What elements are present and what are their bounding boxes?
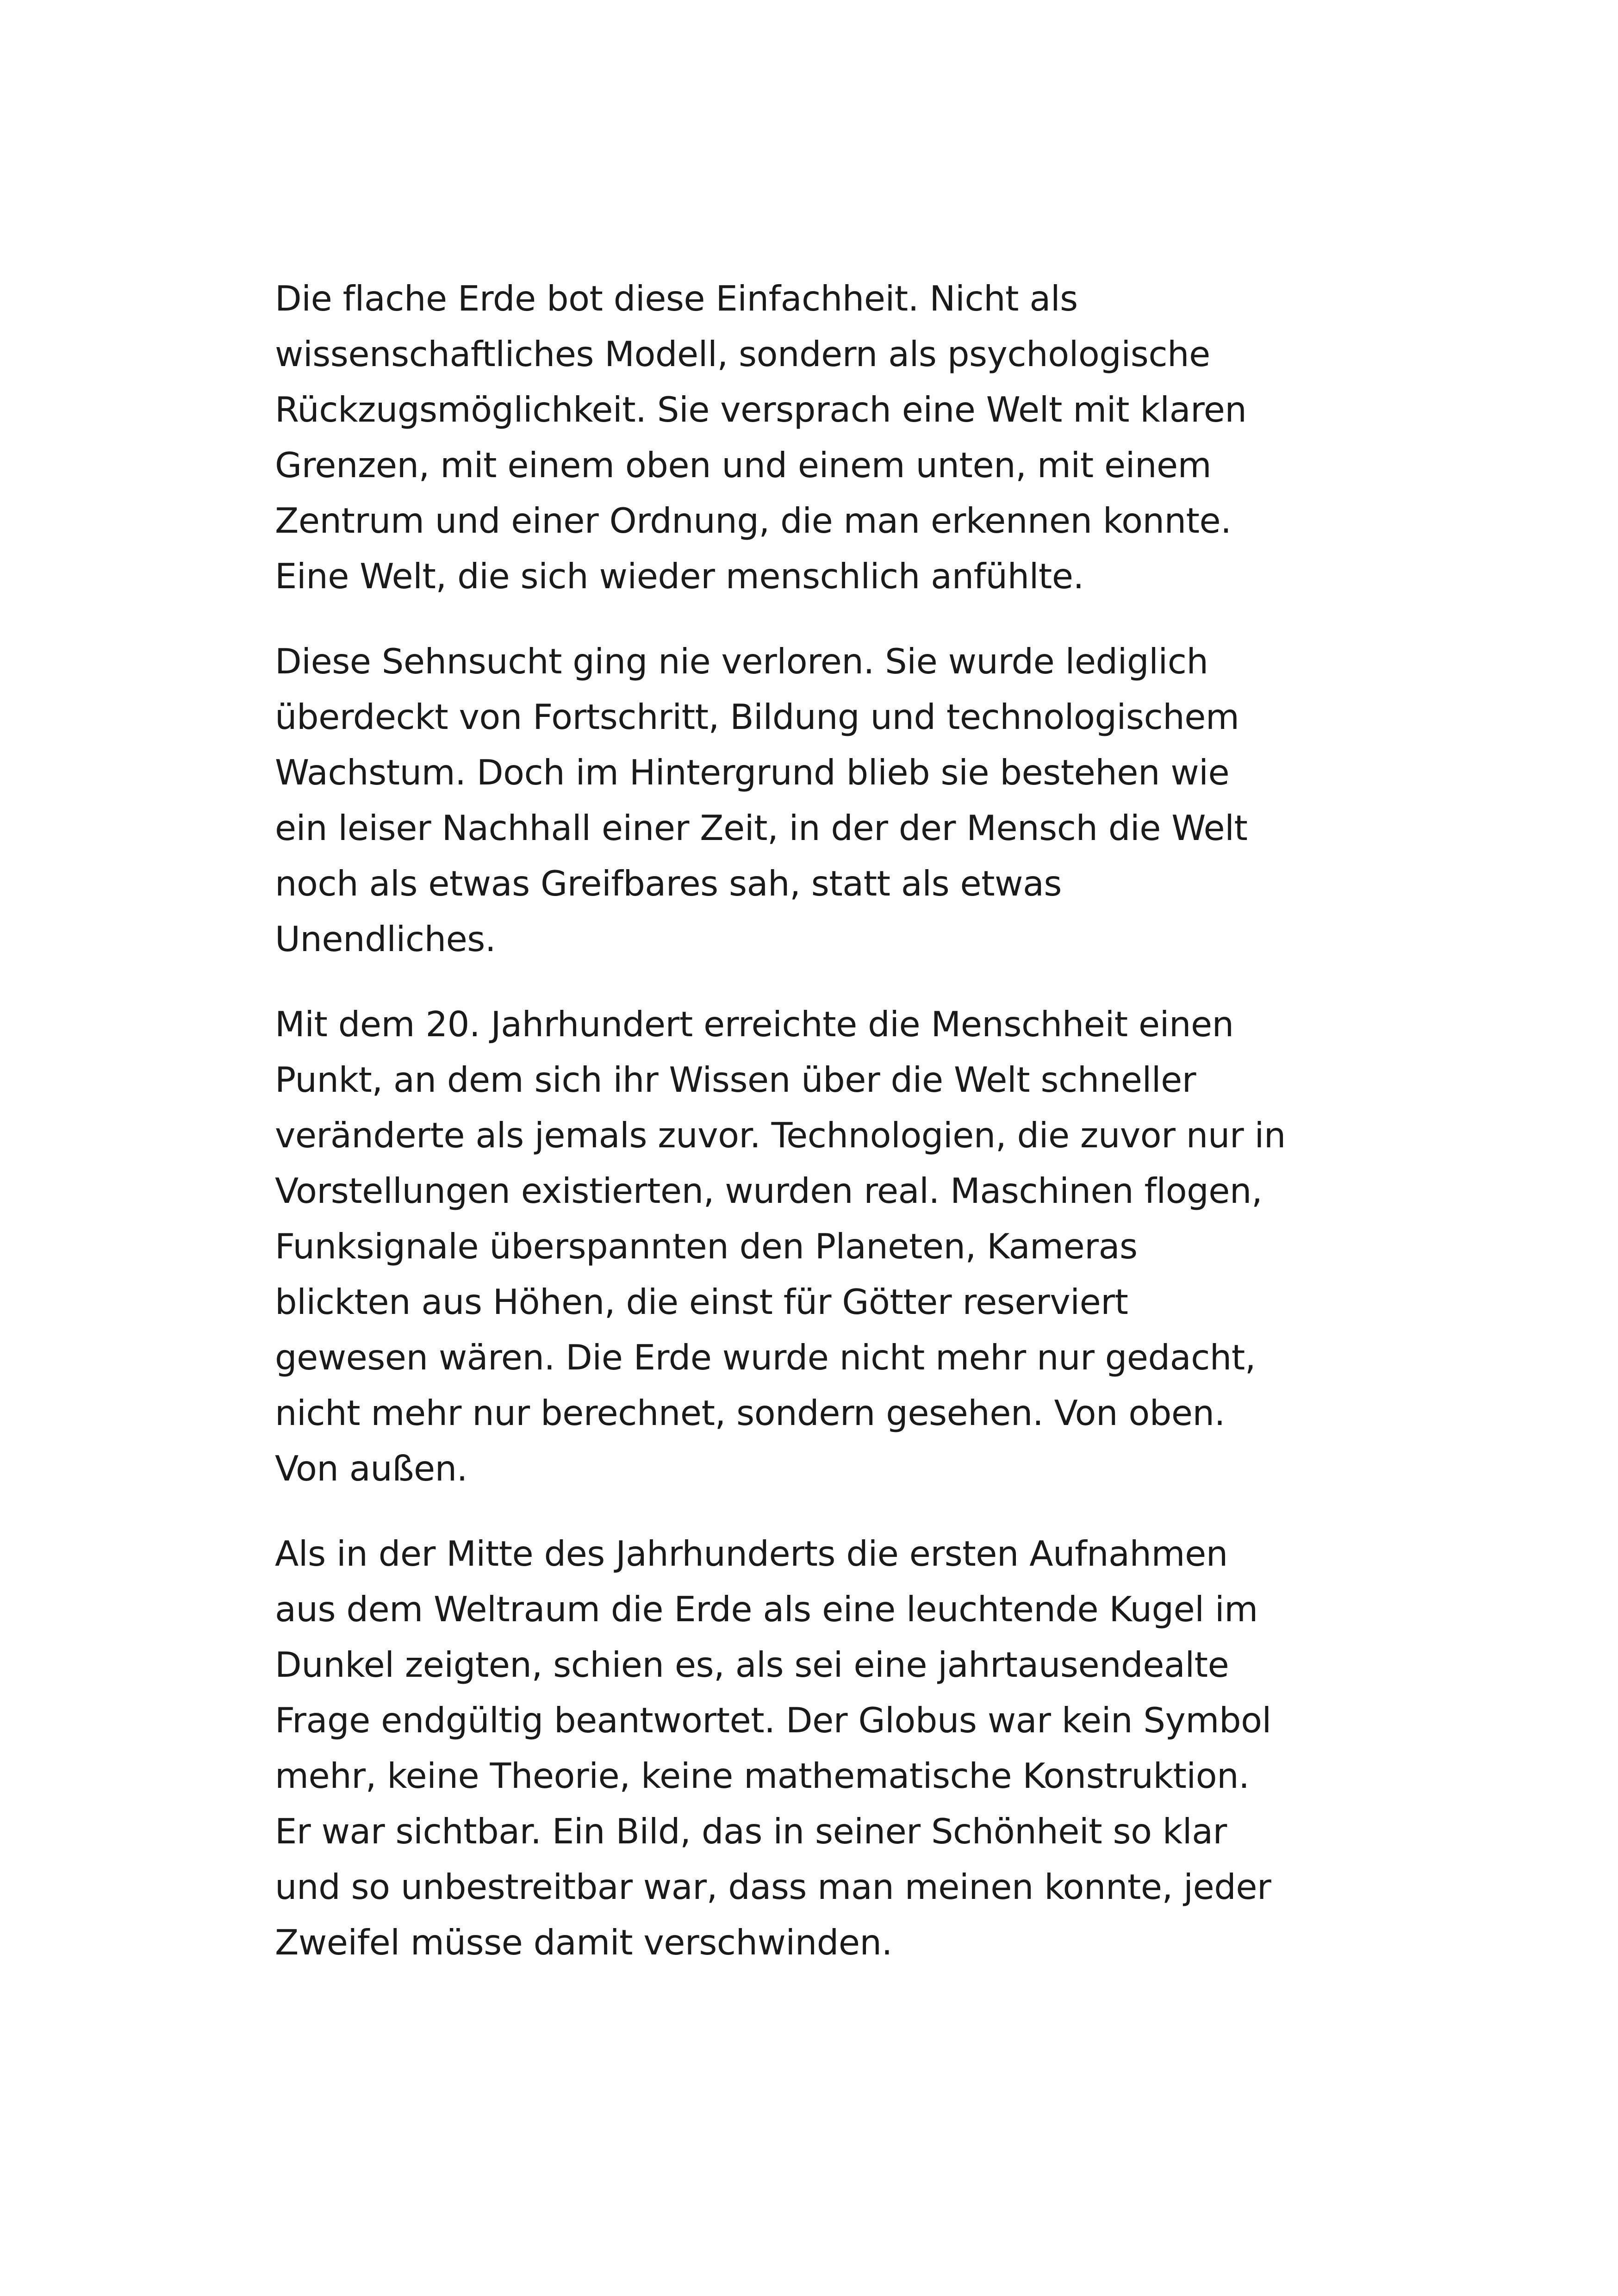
text-line: Als in der Mitte des Jahrhunderts die ersten Aufnahmen: [275, 1533, 1228, 1574]
text-line: Frage endgültig beantwortet. Der Globus war kein Symbol: [275, 1700, 1271, 1741]
body-text: [275, 271, 1358, 1970]
paragraph-2: [275, 634, 1358, 967]
text-line: mehr, keine Theorie, keine mathematische Konstruktion.: [275, 1755, 1250, 1796]
text-line: Zweifel müsse damit verschwinden.: [275, 1922, 892, 1963]
text-line: Punkt, an dem sich ihr Wissen über die Welt schneller: [275, 1059, 1196, 1100]
text-line: überdeckt von Fortschritt, Bildung und technologischem: [275, 697, 1239, 737]
text-line: Von außen.: [275, 1448, 467, 1489]
text-line: Zentrum und einer Ordnung, die man erkennen konnte.: [275, 500, 1232, 541]
paragraph-3: [275, 996, 1358, 1496]
text-line: Rückzugsmöglichkeit. Sie versprach eine Welt mit klaren: [275, 389, 1247, 430]
text-line: Dunkel zeigten, schien es, als sei eine jahrtausendealte: [275, 1644, 1229, 1685]
text-line: Die flache Erde bot diese Einfachheit. Nicht als: [275, 278, 1078, 319]
text-line: Er war sichtbar. Ein Bild, das in seiner Schönheit so klar: [275, 1811, 1227, 1852]
text-line: Mit dem 20. Jahrhundert erreichte die Menschheit einen: [275, 1004, 1234, 1045]
text-line: nicht mehr nur berechnet, sondern gesehen. Von oben.: [275, 1393, 1225, 1433]
text-line: Diese Sehnsucht ging nie verloren. Sie wurde lediglich: [275, 641, 1208, 682]
text-line: noch als etwas Greifbares sah, statt als etwas: [275, 863, 1062, 904]
text-line: Funksignale überspannten den Planeten, Kameras: [275, 1226, 1138, 1267]
text-line: aus dem Weltraum die Erde als eine leuchtende Kugel im: [275, 1589, 1258, 1630]
text-line: gewesen wären. Die Erde wurde nicht mehr nur gedacht,: [275, 1337, 1256, 1378]
text-line: blickten aus Höhen, die einst für Götter reserviert: [275, 1282, 1128, 1322]
text-line: und so unbestreitbar war, dass man meinen konnte, jeder: [275, 1867, 1271, 1907]
text-line: ein leiser Nachhall einer Zeit, in der der Mensch die Welt: [275, 808, 1248, 848]
text-line: Vorstellungen existierten, wurden real. Maschinen flogen,: [275, 1170, 1263, 1211]
text-line: Wachstum. Doch im Hintergrund blieb sie bestehen wie: [275, 752, 1230, 793]
text-line: veränderte als jemals zuvor. Technologien, die zuvor nur in: [275, 1115, 1286, 1156]
text-line: Grenzen, mit einem oben und einem unten, mit einem: [275, 445, 1212, 485]
text-line: Eine Welt, die sich wieder menschlich anfühlte.: [275, 556, 1084, 597]
text-line: wissenschaftliches Modell, sondern als psychologische: [275, 334, 1210, 374]
paragraph-1: [275, 271, 1358, 604]
text-line: Unendliches.: [275, 919, 496, 959]
paragraph-4: [275, 1526, 1358, 1970]
